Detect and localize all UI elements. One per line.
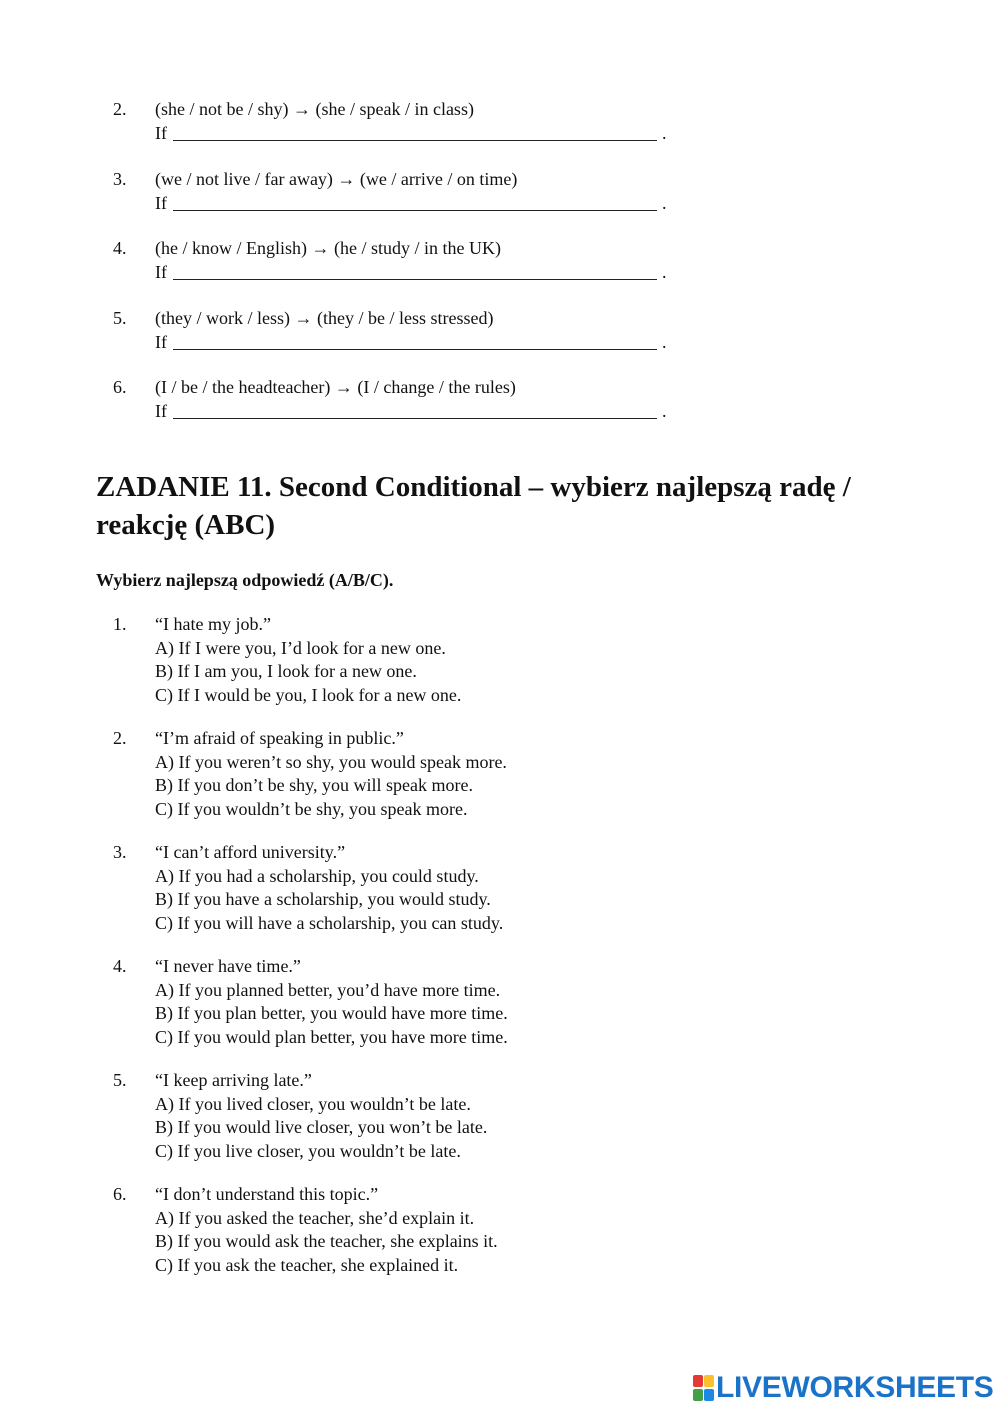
period: . [662,401,667,421]
item-number: 5. [113,308,127,328]
brand-wordmark: LIVEWORKSHEETS [716,1371,994,1404]
option-c[interactable]: C) If you live closer, you wouldn’t be late. [155,1140,461,1161]
liveworksheets-logo-icon [692,1374,716,1402]
question-number: 6. [113,1184,127,1204]
option-c[interactable]: C) If I would be you, I look for a new one. [155,684,462,705]
question-quote: “I’m afraid of speaking in public.” [155,728,404,748]
option-c[interactable]: C) If you will have a scholarship, you can study. [155,912,504,933]
option-c[interactable]: C) If you ask the teacher, she explained it. [155,1254,459,1275]
item-number: 3. [113,169,127,189]
option-c[interactable]: C) If you would plan better, you have more time. [155,1026,508,1047]
question-number: 2. [113,728,127,748]
answer-line [155,121,675,145]
question-number: 4. [113,956,127,976]
question-quote: “I don’t understand this topic.” [155,1184,379,1204]
option-b[interactable]: B) If you don’t be shy, you will speak more. [155,775,473,795]
option-c[interactable]: C) If you wouldn’t be shy, you speak more. [155,798,468,819]
if-label: If [155,332,167,352]
option-b[interactable]: B) If I am you, I look for a new one. [155,661,417,681]
answer-input[interactable] [173,399,657,419]
instruction-text: Wybierz najlepszą odpowiedź (A/B/C). [96,570,394,590]
answer-line [155,260,675,284]
if-label: If [155,262,167,282]
if-label: If [155,193,167,213]
period: . [662,193,667,213]
question-number: 5. [113,1070,127,1090]
item-prompt: (we / not live / far away) → (we / arrive / on time) [155,169,518,189]
period: . [662,262,667,282]
question-number: 3. [113,842,127,862]
answer-input[interactable] [173,121,657,141]
option-a[interactable]: A) If you planned better, you’d have more time. [155,979,501,1000]
if-label: If [155,401,167,421]
period: . [662,123,667,143]
section-title: ZADANIE 11. Second Conditional – wybierz najlepszą radę / reakcję (ABC) [96,471,851,541]
answer-input[interactable] [173,260,657,280]
item-number: 6. [113,377,127,397]
item-prompt: (they / work / less) → (they / be / less stressed) [155,308,494,328]
if-label: If [155,123,167,143]
question-quote: “I never have time.” [155,956,301,976]
answer-input[interactable] [173,191,657,211]
answer-line [155,191,675,215]
option-b[interactable]: B) If you plan better, you would have more time. [155,1003,508,1023]
answer-line [155,399,675,423]
option-a[interactable]: A) If I were you, I’d look for a new one. [155,637,446,658]
question-number: 1. [113,614,127,634]
period: . [662,332,667,352]
option-b[interactable]: B) If you would live closer, you won’t be late. [155,1117,488,1137]
item-prompt: (she / not be / shy) → (she / speak / in class) [155,99,474,119]
item-prompt: (I / be / the headteacher) → (I / change / the rules) [155,377,516,397]
answer-line [155,330,675,354]
question-quote: “I keep arriving late.” [155,1070,312,1090]
item-number: 2. [113,99,127,119]
option-a[interactable]: A) If you weren’t so shy, you would speak more. [155,751,507,772]
option-a[interactable]: A) If you lived closer, you wouldn’t be late. [155,1093,471,1114]
option-b[interactable]: B) If you have a scholarship, you would study. [155,889,491,909]
option-b[interactable]: B) If you would ask the teacher, she explains it. [155,1231,498,1251]
question-quote: “I can’t afford university.” [155,842,346,862]
option-a[interactable]: A) If you had a scholarship, you could study. [155,865,479,886]
liveworksheets-brand [692,1370,992,1406]
answer-input[interactable] [173,330,657,350]
item-prompt: (he / know / English) → (he / study / in the UK) [155,238,501,258]
option-a[interactable]: A) If you asked the teacher, she’d explain it. [155,1207,475,1228]
question-quote: “I hate my job.” [155,614,271,634]
item-number: 4. [113,238,127,258]
